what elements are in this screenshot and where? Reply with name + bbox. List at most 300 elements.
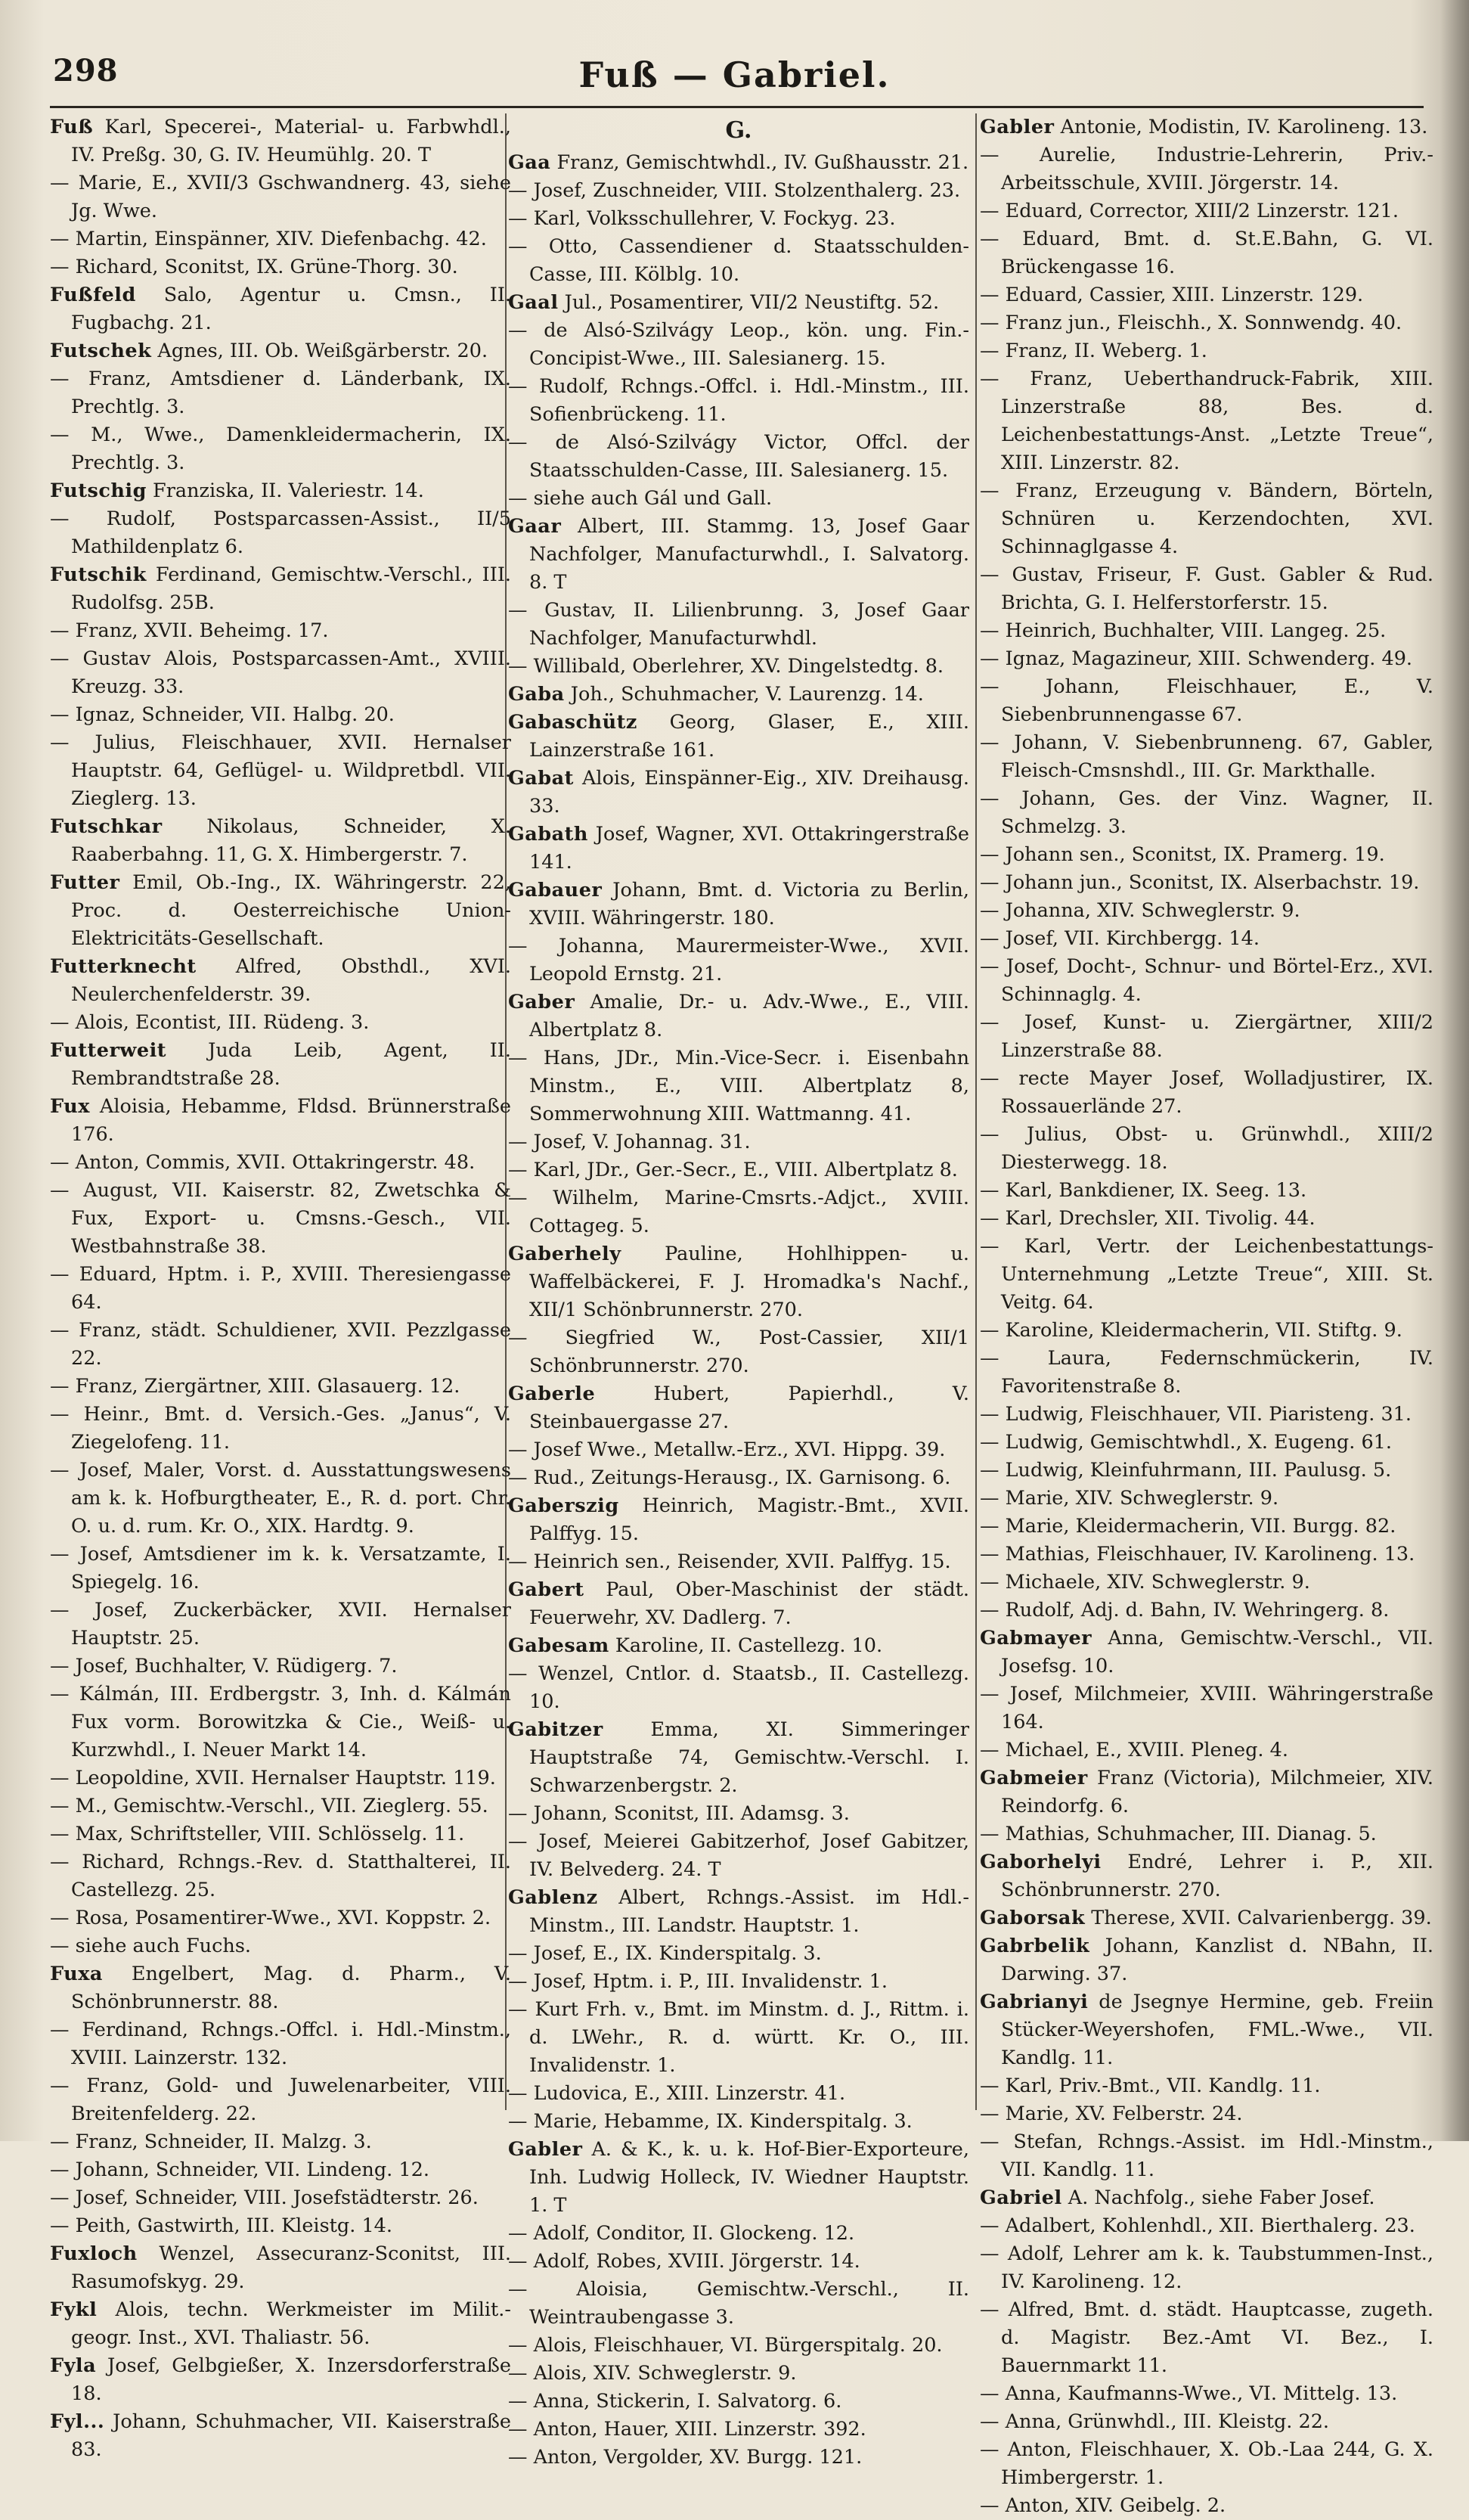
entry-text: Wenzel, Assecuranz-Sconitst, III. Rasumofskyg. 29.: [71, 2242, 511, 2293]
header-rule: [50, 106, 1424, 108]
entry-text: — Adolf, Conditor, II. Glockeng. 12.: [508, 2222, 855, 2245]
entry-text: — Marie, E., XVII/3 Gschwandnerg. 43, siehe Jg. Wwe.: [50, 172, 511, 222]
directory-entry: [50, 1317, 511, 1373]
directory-entry: [980, 2436, 1433, 2492]
entry-text: — Anton, Commis, XVII. Ottakringerstr. 48.: [50, 1151, 476, 1174]
directory-entry: [50, 225, 511, 253]
directory-entry: [980, 1597, 1433, 1625]
entry-text: — Gustav Alois, Postsparcassen-Amt., XVIII. Kreuzg. 33.: [50, 647, 511, 698]
entry-text: — Josef, Docht-, Schnur- und Börtel-Erz., XVI. Schinnaglg. 4.: [980, 955, 1433, 1006]
entry-text: Engelbert, Mag. d. Pharm., V. Schönbrunnerstr. 88.: [71, 1963, 511, 2013]
directory-entry: [50, 617, 511, 645]
directory-entry: [50, 1848, 511, 1904]
directory-entry: [508, 2136, 969, 2220]
entry-surname: Fyl...: [50, 2410, 105, 2433]
entry-surname: Futter: [50, 871, 120, 894]
entry-surname: Gaar: [508, 515, 562, 538]
page-number: 298: [53, 53, 119, 88]
directory-entry: [980, 869, 1433, 897]
directory-entry: [50, 1792, 511, 1820]
directory-entry: [980, 1009, 1433, 1065]
directory-entry: [508, 2276, 969, 2332]
directory-entry: [980, 2072, 1433, 2100]
directory-entry: [50, 1261, 511, 1317]
entry-text: — Anna, Kaufmanns-Wwe., VI. Mittelg. 13.: [980, 2382, 1398, 2405]
directory-entry: [980, 1429, 1433, 1457]
entry-surname: Futschkar: [50, 815, 163, 838]
directory-entry: [508, 317, 969, 373]
entry-text: — Josef, Milchmeier, XVIII. Währingerstraße 164.: [980, 1683, 1433, 1733]
directory-entry: [50, 1653, 511, 1681]
directory-entry: [508, 1632, 969, 1660]
directory-entry: [508, 988, 969, 1044]
entry-text: — Ferdinand, Rchngs.-Offcl. i. Hdl.-Minstm., XVIII. Lainzerstr. 132.: [50, 2019, 511, 2069]
directory-entry: [50, 1820, 511, 1848]
entry-text: — Richard, Rchngs.-Rev. d. Statthalterei, II. Castellezg. 25.: [50, 1851, 511, 1901]
entry-text: Alois, Einspänner-Eig., XIV. Dreihausg. 33.: [529, 767, 970, 818]
directory-entry: [50, 1932, 511, 1960]
entry-text: Joh., Schuhmacher, V. Laurenzg. 14.: [570, 683, 924, 706]
entry-text: — Josef, Schneider, VIII. Josefstädterstr. 26.: [50, 2186, 479, 2209]
entry-text: — Anton, XIV. Geibelg. 2.: [980, 2494, 1226, 2517]
entry-text: A. Nachfolg., siehe Faber Josef.: [1068, 2186, 1375, 2209]
entry-text: — Franz, Schneider, II. Malzg. 3.: [50, 2131, 372, 2153]
entry-surname: Gaberszig: [508, 1494, 619, 1517]
entry-text: — Aurelie, Industrie-Lehrerin, Priv.-Arbeitsschule, XVIII. Jörgerstr. 14.: [980, 144, 1433, 194]
entry-text: Alois, techn. Werkmeister im Milit.-geogr. Inst., XVI. Thaliastr. 56.: [71, 2298, 511, 2349]
directory-entry: [980, 1121, 1433, 1177]
entry-text: Aloisia, Hebamme, Fldsd. Brünnerstraße 176.: [71, 1095, 512, 1146]
column-divider: [975, 113, 977, 2110]
directory-entry: [508, 205, 969, 233]
directory-entry: [508, 681, 969, 709]
directory-entry: [508, 1660, 969, 1716]
directory-entry: [50, 1093, 511, 1149]
entry-surname: Gaber: [508, 991, 575, 1013]
entry-text: — Eduard, Cassier, XIII. Linzerstr. 129.: [980, 284, 1364, 306]
directory-entry: [508, 1828, 969, 1884]
directory-entry: [50, 1681, 511, 1764]
directory-entry: [508, 1884, 969, 1940]
entry-text: Josef, Wagner, XVI. Ottakringerstraße 141.: [529, 823, 970, 874]
entry-text: Therese, XVII. Calvarienbergg. 39.: [1091, 1907, 1432, 1929]
directory-entry: [980, 841, 1433, 869]
entry-text: — Siegfried W., Post-Cassier, XII/1 Schönbrunnerstr. 270.: [508, 1327, 969, 1377]
entry-text: — Martin, Einspänner, XIV. Diefenbachg. 42.: [50, 228, 487, 250]
entry-text: A. & K., k. u. k. Hof-Bier-Exporteure, Inh. Ludwig Holleck, IV. Wiedner Hauptstr. 1. T: [529, 2138, 970, 2217]
entry-surname: Gabriel: [980, 2186, 1062, 2209]
directory-entry: [50, 1904, 511, 1932]
entry-text: — Johann, V. Siebenbrunneng. 67, Gabler, Fleisch-Cmsnshdl., III. Gr. Markthalle.: [980, 731, 1433, 782]
directory-entry: [508, 1548, 969, 1576]
entry-surname: Gabmeier: [980, 1767, 1088, 1789]
entry-text: — Josef, E., IX. Kinderspitalg. 3.: [508, 1942, 822, 1965]
entry-text: — Karoline, Kleidermacherin, VII. Stiftg. 9.: [980, 1319, 1402, 1342]
entry-text: — Johanna, Maurermeister-Wwe., XVII. Leopold Ernstg. 21.: [508, 935, 969, 985]
directory-entry: [50, 1177, 511, 1261]
entry-text: — Anton, Fleischhauer, X. Ob.-Laa 244, G. X. Himbergerstr. 1.: [980, 2438, 1433, 2489]
entry-text: Josef, Gelbgießer, X. Inzersdorferstraße 18.: [71, 2354, 511, 2405]
entry-text: — Adolf, Robes, XVIII. Jörgerstr. 14.: [508, 2250, 860, 2273]
directory-entry: [508, 1184, 969, 1240]
entry-text: — Johann, Ges. der Vinz. Wagner, II. Schmelzg. 3.: [980, 787, 1433, 838]
directory-entry: [508, 877, 969, 933]
entry-surname: Gabert: [508, 1578, 584, 1601]
entry-text: Franz (Victoria), Milchmeier, XIV. Reindorfg. 6.: [1001, 1767, 1434, 1817]
entry-surname: Futterknecht: [50, 955, 197, 978]
directory-entry: [980, 561, 1433, 617]
entry-text: — Josef, VII. Kirchbergg. 14.: [980, 927, 1260, 950]
directory-entry: [980, 1932, 1433, 1988]
directory-entry: [50, 281, 511, 337]
directory-entry: [980, 2212, 1433, 2240]
directory-entry: [980, 953, 1433, 1009]
entry-text: Amalie, Dr.- u. Adv.-Wwe., E., VIII. Albertplatz 8.: [529, 991, 969, 1041]
directory-entry: [980, 281, 1433, 309]
entry-text: — Richard, Sconitst, IX. Grüne-Thorg. 30.: [50, 256, 458, 278]
directory-entry: [50, 953, 511, 1009]
entry-text: — Karl, Volksschullehrer, V. Fockyg. 23.: [508, 207, 896, 230]
directory-entry: [508, 1576, 969, 1632]
directory-entry: [508, 2388, 969, 2416]
entry-text: — Josef, Meierei Gabitzerhof, Josef Gabitzer, IV. Belvederg. 24. T: [508, 1830, 969, 1881]
directory-entry: [980, 113, 1433, 141]
entry-text: Anna, Gemischtw.-Verschl., VII. Josefsg. 10.: [1001, 1627, 1434, 1677]
directory-entry: [50, 365, 511, 421]
entry-text: — Karl, Bankdiener, IX. Seeg. 13.: [980, 1179, 1307, 1202]
directory-entry: [980, 1401, 1433, 1429]
entry-surname: Gaberhely: [508, 1243, 621, 1265]
directory-entry: [50, 1541, 511, 1597]
entry-surname: Gabmayer: [980, 1627, 1092, 1649]
entry-text: — Franz, Gold- und Juwelenarbeiter, VIII. Breitenfelderg. 22.: [50, 2075, 511, 2125]
entry-text: — Kálmán, III. Erdbergstr. 3, Inh. d. Kálmán Fux vorm. Borowitzka & Cie., Weiß- u. Kurzwhdl., I. Neuer Markt 14.: [50, 1683, 511, 1761]
directory-entry: [50, 729, 511, 813]
directory-entry: [980, 1681, 1433, 1736]
directory-entry: [980, 729, 1433, 785]
entry-text: — Heinrich, Buchhalter, VIII. Langeg. 25.: [980, 619, 1387, 642]
directory-entry: [980, 785, 1433, 841]
directory-entry: [980, 925, 1433, 953]
entry-text: — Karl, Vertr. der Leichenbestattungs-Unternehmung „Letzte Treue“, XIII. St. Veitg. 64.: [980, 1235, 1433, 1314]
directory-entry: [508, 765, 969, 821]
entry-text: — Alois, Fleischhauer, VI. Bürgerspitalg. 20.: [508, 2334, 943, 2357]
directory-entry: [508, 2080, 969, 2108]
entry-text: Franziska, II. Valeriestr. 14.: [153, 479, 424, 502]
directory-entry: [980, 1988, 1433, 2072]
directory-entry: [508, 1716, 969, 1800]
directory-entry: [508, 149, 969, 177]
entry-surname: Gaborsak: [980, 1907, 1086, 1929]
directory-entry: [980, 225, 1433, 281]
directory-entry: [50, 2352, 511, 2408]
directory-entry: [50, 2212, 511, 2240]
entry-surname: Fuxa: [50, 1963, 103, 1985]
entry-text: Emil, Ob.-Ing., IX. Währingerstr. 22, Proc. d. Oesterreichische Union-Elektricitäts-Gesellschaft.: [71, 871, 511, 950]
entry-surname: Gabrbelik: [980, 1935, 1090, 1957]
directory-entry: [508, 233, 969, 289]
entry-text: — Josef, Kunst- u. Ziergärtner, XIII/2 Linzerstraße 88.: [980, 1011, 1433, 1062]
entry-surname: Gablenz: [508, 1886, 598, 1909]
entry-text: Pauline, Hohlhippen- u. Waffelbäckerei, F. J. Hromadka's Nachf., XII/1 Schönbrunnerstr. 270.: [529, 1243, 969, 1321]
entry-text: — Johann sen., Sconitst, IX. Pramerg. 19.: [980, 843, 1385, 866]
directory-entry: [50, 2072, 511, 2128]
entry-text: — Laura, Federnschmückerin, IV. Favoritenstraße 8.: [980, 1347, 1433, 1398]
directory-entry: [980, 197, 1433, 225]
page-edge-shadow: [1440, 0, 1469, 2141]
running-head: Fuß — Gabriel.: [578, 54, 891, 95]
entry-text: Juda Leib, Agent, II. Rembrandtstraße 28.: [71, 1039, 511, 1090]
directory-entry: [508, 2416, 969, 2444]
directory-entry: [980, 141, 1433, 197]
directory-entry: [980, 1848, 1433, 1904]
entry-text: — Ignaz, Magazineur, XIII. Schwenderg. 49.: [980, 647, 1413, 670]
column-3: [980, 113, 1434, 2517]
entry-text: de Jsegnye Hermine, geb. Freiin Stücker-Weyershofen, FML.-Wwe., VII. Kandlg. 11.: [1001, 1991, 1433, 2069]
entry-text: — Johann, Schneider, VII. Lindeng. 12.: [50, 2158, 429, 2181]
directory-entry: [508, 709, 969, 765]
directory-entry: [508, 1044, 969, 1128]
directory-entry: [980, 2296, 1433, 2380]
entry-text: — Peith, Gastwirth, III. Kleistg. 14.: [50, 2214, 393, 2237]
entry-text: — Marie, XV. Felberstr. 24.: [980, 2103, 1243, 2125]
directory-entry: [508, 2360, 969, 2388]
entry-text: — Josef Wwe., Metallw.-Erz., XVI. Hippg. 39.: [508, 1438, 946, 1461]
directory-entry: [508, 1492, 969, 1548]
directory-entry: [50, 2408, 511, 2464]
entry-surname: Fuxloch: [50, 2242, 138, 2265]
directory-entry: [508, 1996, 969, 2080]
directory-entry: [508, 2220, 969, 2248]
entry-text: — de Alsó-Szilvágy Victor, Offcl. der Staatsschulden-Casse, III. Salesianerg. 15.: [508, 431, 969, 482]
directory-entry: [508, 485, 969, 513]
directory-entry: [980, 1457, 1433, 1485]
entry-surname: Gabaschütz: [508, 711, 637, 734]
entry-text: — Franz, städt. Schuldiener, XVII. Pezzlgasse 22.: [50, 1319, 511, 1370]
entry-text: — Eduard, Bmt. d. St.E.Bahn, G. VI. Brückengasse 16.: [980, 228, 1433, 278]
directory-entry: [50, 561, 511, 617]
directory-entry: [508, 1380, 969, 1436]
entry-surname: Gaberle: [508, 1383, 596, 1405]
entry-surname: Gaborhelyi: [980, 1851, 1102, 1873]
entry-text: — Josef, Buchhalter, V. Rüdigerg. 7.: [50, 1655, 398, 1677]
entry-text: — Ludwig, Fleischhauer, VII. Piaristeng. 31.: [980, 1403, 1412, 1426]
entry-text: — Johann, Sconitst, III. Adamsg. 3.: [508, 1802, 850, 1825]
directory-entry: [980, 1569, 1433, 1597]
entry-text: Johann, Bmt. d. Victoria zu Berlin, XVIII. Währingerstr. 180.: [529, 879, 969, 929]
directory-entry: [50, 1401, 511, 1457]
entry-text: — Eduard, Corrector, XIII/2 Linzerstr. 121.: [980, 200, 1399, 222]
directory-entry: [50, 2184, 511, 2212]
directory-entry: [980, 1177, 1433, 1205]
entry-surname: Gabler: [508, 2138, 583, 2161]
directory-entry: [508, 821, 969, 877]
directory-entry: [980, 1233, 1433, 1317]
entry-text: Franz, Gemischtwhdl., IV. Gußhausstr. 21.: [556, 151, 969, 174]
entry-text: — Stefan, Rchngs.-Assist. im Hdl.-Minstm., VII. Kandlg. 11.: [980, 2131, 1433, 2181]
directory-entry: [980, 2492, 1433, 2520]
entry-surname: Gabath: [508, 823, 588, 846]
directory-entry: [508, 2108, 969, 2136]
entry-text: — siehe auch Fuchs.: [50, 1935, 252, 1957]
entry-surname: Gabauer: [508, 879, 603, 902]
entry-text: Emma, XI. Simmeringer Hauptstraße 74, Gemischtw.-Verschl. I. Schwarzenbergstr. 2.: [529, 1718, 969, 1797]
directory-entry: [980, 2380, 1433, 2408]
entry-surname: Fußfeld: [50, 284, 136, 306]
entry-text: — recte Mayer Josef, Wolladjustirer, IX. Rossauerlände 27.: [980, 1067, 1433, 1118]
directory-entry: [50, 813, 511, 869]
entry-text: — Johann jun., Sconitst, IX. Alserbachstr. 19.: [980, 871, 1420, 894]
directory-entry: [508, 2332, 969, 2360]
directory-entry: [50, 113, 511, 169]
entry-text: — Johanna, XIV. Schweglerstr. 9.: [980, 899, 1300, 922]
entry-text: — Anton, Hauer, XIII. Linzerstr. 392.: [508, 2418, 866, 2441]
directory-entry: [980, 617, 1433, 645]
section-letter: G.: [725, 117, 752, 144]
entry-text: — Julius, Obst- u. Grünwhdl., XIII/2 Diesterwegg. 18.: [980, 1123, 1433, 1174]
entry-text: — Hans, JDr., Min.-Vice-Secr. i. Eisenbahn Minstm., E., VIII. Albertplatz 8, Sommerwohnung XIII. Wattmanng. 41.: [508, 1047, 969, 1125]
entry-surname: Fux: [50, 1095, 90, 1118]
entry-text: — Rudolf, Adj. d. Bahn, IV. Wehringerg. 8.: [980, 1599, 1390, 1622]
directory-entry: [50, 1764, 511, 1792]
entry-text: Antonie, Modistin, IV. Karolineng. 13.: [1060, 116, 1428, 138]
directory-entry: [508, 1968, 969, 1996]
entry-text: — Otto, Cassendiener d. Staatsschulden-Casse, III. Kölblg. 10.: [508, 235, 969, 286]
entry-surname: Futschek: [50, 340, 152, 362]
entry-text: — Gustav, Friseur, F. Gust. Gabler & Rud. Brichta, G. I. Helferstorferstr. 15.: [980, 563, 1433, 614]
directory-entry: [980, 365, 1433, 477]
entry-surname: Gabler: [980, 116, 1055, 138]
entry-text: — Karl, Drechsler, XII. Tivolig. 44.: [980, 1207, 1316, 1230]
entry-text: — Josef, V. Johannag. 31.: [508, 1131, 751, 1153]
directory-entry: [980, 337, 1433, 365]
directory-entry: [50, 2240, 511, 2296]
directory-entry: [508, 289, 969, 317]
directory-entry: [508, 1436, 969, 1464]
directory-entry: [508, 1156, 969, 1184]
entry-text: Alfred, Obsthdl., XVI. Neulerchenfelderstr. 39.: [71, 955, 512, 1006]
directory-entry: [980, 1317, 1433, 1345]
entry-surname: Fuß: [50, 116, 94, 138]
entry-surname: Gabrianyi: [980, 1991, 1089, 2013]
entry-text: — Leopoldine, XVII. Hernalser Hauptstr. 119.: [50, 1767, 496, 1789]
directory-entry: [50, 2016, 511, 2072]
directory-entry: [980, 1764, 1433, 1820]
entry-text: — Josef, Maler, Vorst. d. Ausstattungswesens am k. k. Hofburgtheater, E., R. d. port. Chr. O. u. d. rum. Kr. O., XIX. Hardtg. 9.: [50, 1459, 511, 1538]
entry-text: — Johann, Fleischhauer, E., V. Siebenbrunnengasse 67.: [980, 675, 1433, 726]
entry-text: — Max, Schriftsteller, VIII. Schlösselg. 11.: [50, 1823, 465, 1845]
entry-text: — Franz, II. Weberg. 1.: [980, 340, 1207, 362]
directory-entry: [980, 309, 1433, 337]
entry-text: — Heinr., Bmt. d. Versich.-Ges. „Janus“, V. Ziegelofeng. 11.: [50, 1403, 511, 1454]
directory-entry: [508, 373, 969, 429]
entry-text: — Alois, XIV. Schweglerstr. 9.: [508, 2362, 797, 2385]
entry-text: — Kurt Frh. v., Bmt. im Minstm. d. J., Rittm. i. d. LWehr., R. d. württ. Kr. O., III. Invalidenstr. 1.: [508, 1998, 969, 2077]
entry-text: Paul, Ober-Maschinist der städt. Feuerwehr, XV. Dadlerg. 7.: [529, 1578, 969, 1629]
directory-entry: [50, 421, 511, 477]
entry-text: — Anna, Grünwhdl., III. Kleistg. 22.: [980, 2410, 1330, 2433]
entry-text: — Ludovica, E., XIII. Linzerstr. 41.: [508, 2082, 846, 2105]
entry-text: — Franz, Erzeugung v. Bändern, Börteln, Schnüren u. Kerzendochten, XVI. Schinnaglgasse 4.: [980, 479, 1433, 558]
entry-surname: Gabat: [508, 767, 574, 790]
entry-text: — Ludwig, Kleinfuhrmann, III. Paulusg. 5.: [980, 1459, 1392, 1482]
directory-entry: [980, 1065, 1433, 1121]
directory-entry: [508, 1128, 969, 1156]
directory-entry: [508, 429, 969, 485]
column-1: [50, 113, 512, 2461]
entry-text: — Anna, Stickerin, I. Salvatorg. 6.: [508, 2390, 842, 2413]
entry-surname: Gabitzer: [508, 1718, 603, 1741]
directory-entry: [508, 513, 969, 597]
directory-entry: [508, 1800, 969, 1828]
directory-entry: [50, 1009, 511, 1037]
entry-text: Salo, Agentur u. Cmsn., II. Fugbachg. 21.: [71, 284, 512, 334]
directory-entry: [980, 1345, 1433, 1401]
directory-entry: [508, 933, 969, 988]
entry-text: — Aloisia, Gemischtw.-Verschl., II. Weintraubengasse 3.: [508, 2278, 969, 2329]
directory-entry: [980, 1485, 1433, 1513]
directory-entry: [980, 2184, 1433, 2212]
directory-entry: [508, 177, 969, 205]
entry-text: — Rudolf, Rchngs.-Offcl. i. Hdl.-Minstm., III. Sofienbrückeng. 11.: [508, 375, 969, 426]
directory-entry: [50, 2156, 511, 2184]
entry-surname: Futschik: [50, 563, 147, 586]
directory-entry: [980, 1205, 1433, 1233]
directory-entry: [50, 1457, 511, 1541]
entry-text: Karl, Specerei-, Material- u. Farbwhdl., IV. Preßg. 30, G. IV. Heumühlg. 20. T: [71, 116, 511, 166]
directory-entry: [508, 2444, 969, 2472]
entry-text: — Rudolf, Postsparcassen-Assist., II/5 Mathildenplatz 6.: [50, 507, 511, 558]
directory-entry: [980, 1904, 1433, 1932]
entry-text: — de Alsó-Szilvágy Leop., kön. ung. Fin.-Concipist-Wwe., III. Salesianerg. 15.: [508, 319, 969, 370]
entry-surname: Fyla: [50, 2354, 97, 2377]
entry-surname: Gaba: [508, 683, 565, 706]
directory-entry: [50, 1149, 511, 1177]
entry-text: Hubert, Papierhdl., V. Steinbauergasse 27.: [529, 1383, 969, 1433]
entry-text: Endré, Lehrer i. P., XII. Schönbrunnerstr. 270.: [1001, 1851, 1433, 1901]
entry-text: — Alois, Econtist, III. Rüdeng. 3.: [50, 1011, 370, 1034]
entry-text: — Wenzel, Cntlor. d. Staatsb., II. Castellezg. 10.: [508, 1662, 969, 1713]
directory-entry: [980, 1541, 1433, 1569]
directory-entry: [980, 897, 1433, 925]
directory-entry: [50, 2128, 511, 2156]
entry-text: — Heinrich sen., Reisender, XVII. Palffyg. 15.: [508, 1550, 951, 1573]
directory-entry: [980, 673, 1433, 729]
entry-text: — M., Gemischtw.-Verschl., VII. Zieglerg. 55.: [50, 1795, 488, 1817]
entry-text: — Franz, Ueberthandruck-Fabrik, XIII. Linzerstraße 88, Bes. d. Leichenbestattungs-Anst. „Letzte Treue“, XIII. Linzerstr. 82.: [980, 368, 1433, 474]
entry-text: — Franz, Ziergärtner, XIII. Glasauerg. 12.: [50, 1375, 460, 1398]
entry-text: — Marie, Kleidermacherin, VII. Burgg. 82.: [980, 1515, 1396, 1538]
entry-text: — Mathias, Fleischhauer, IV. Karolineng. 13.: [980, 1543, 1415, 1566]
entry-surname: Gabesam: [508, 1634, 609, 1657]
directory-entry: [508, 1240, 969, 1324]
directory-entry: [50, 169, 511, 225]
entry-text: — Mathias, Schuhmacher, III. Dianag. 5.: [980, 1823, 1377, 1845]
entry-text: — Marie, XIV. Schweglerstr. 9.: [980, 1487, 1279, 1510]
directory-entry: [508, 1464, 969, 1492]
entry-text: Johann, Kanzlist d. NBahn, II. Darwing. 37.: [1001, 1935, 1433, 1985]
entry-text: — Ludwig, Gemischtwhdl., X. Eugeng. 61.: [980, 1431, 1393, 1454]
directory-entry: [980, 477, 1433, 561]
entry-text: — Julius, Fleischhauer, XVII. Hernalser Hauptstr. 64, Geflügel- u. Wildpretbdl. VII. Zieglerg. 13.: [50, 731, 511, 810]
entry-text: — M., Wwe., Damenkleidermacherin, IX. Prechtlg. 3.: [50, 424, 511, 474]
entry-text: — Josef, Hptm. i. P., III. Invalidenstr. 1.: [508, 1970, 888, 1993]
directory-entry: [508, 2248, 969, 2276]
entry-text: — Karl, JDr., Ger.-Secr., E., VIII. Albertplatz 8.: [508, 1159, 958, 1181]
entry-text: — Alfred, Bmt. d. städt. Hauptcasse, zugeth. d. Magistr. Bez.-Amt VI. Bez., I. Bauernmarkt 11.: [980, 2298, 1433, 2377]
directory-entry: [50, 1597, 511, 1653]
entry-text: Albert, III. Stammg. 13, Josef Gaar Nachfolger, Manufacturwhdl., I. Salvatorg. 8. T: [529, 515, 969, 594]
